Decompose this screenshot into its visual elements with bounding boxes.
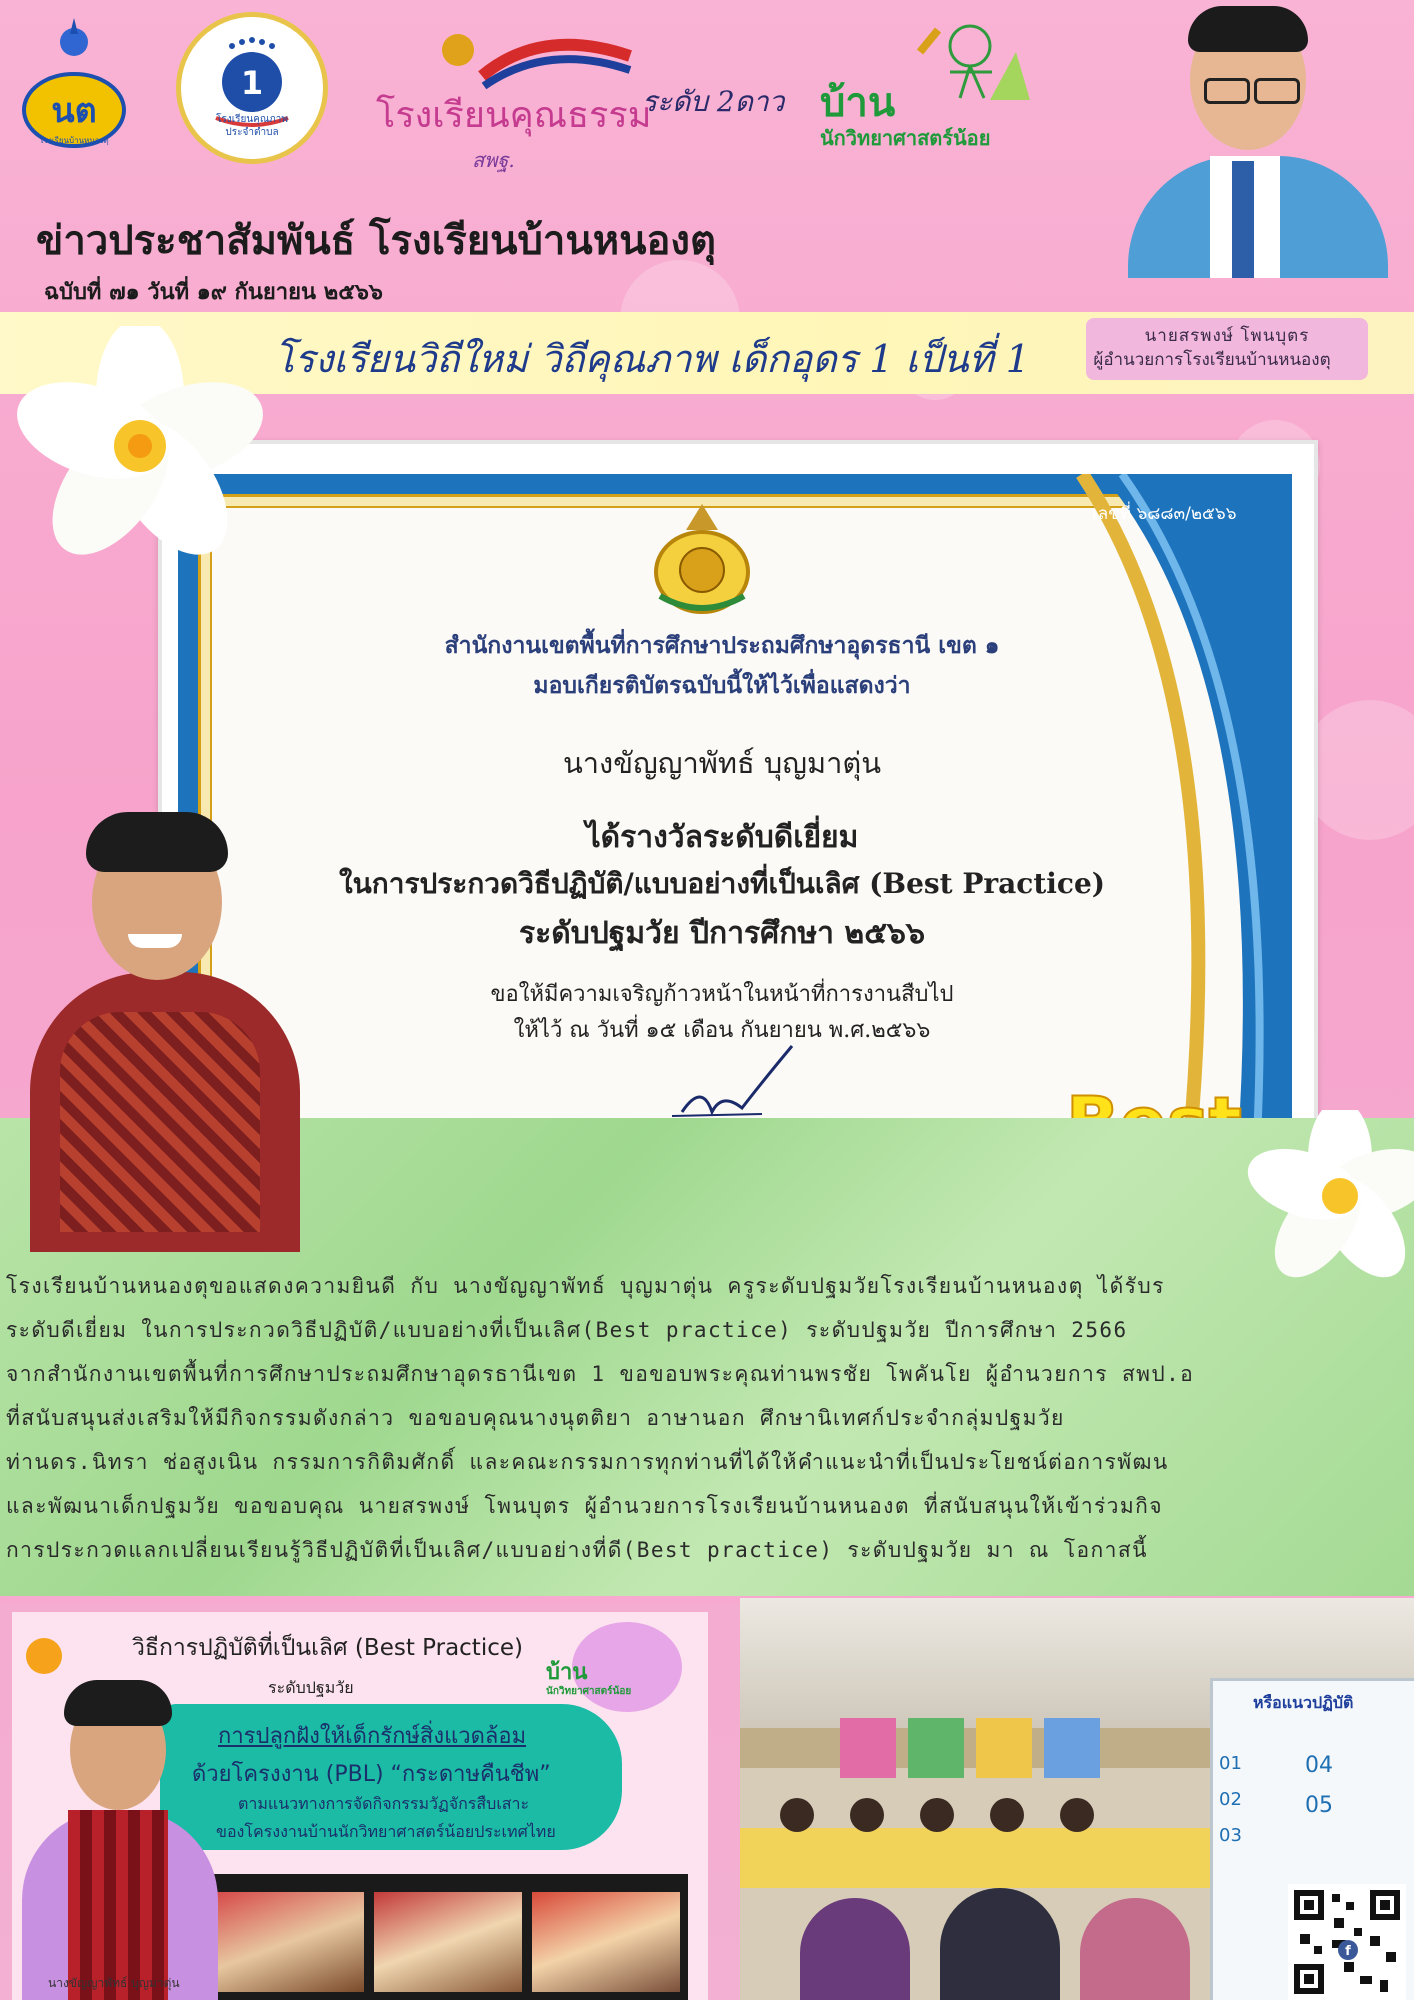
meeting-table xyxy=(740,1828,1220,1888)
attendee xyxy=(920,1798,954,1832)
body-line-2: ระดับดีเยี่ยม ในการประกวดวิธีปฏิบัติ/แบบอย่างที่เป็นเลิศ(Best practice) ระดับปฐมวัย ปีการศึกษา 2566 xyxy=(6,1318,1128,1342)
body-line-1: โรงเรียนบ้านหนองตุขอแสดงความยินดี กับ นางขัญญาพัทธ์ บุญมาตุ่น ครูระดับปฐมวัยโรงเรียนบ้านหนองตุ ได้รับร xyxy=(6,1274,1165,1298)
certificate-date: ให้ไว้ ณ วันที่ ๑๕ เดือน กันยายน พ.ศ.๒๕๖๖ xyxy=(513,1018,931,1043)
svg-text:1: 1 xyxy=(240,64,264,102)
poster-topic-1: การปลูกฝังให้เด็กรักษ์สิ่งแวดล้อม xyxy=(218,1724,527,1749)
obec-emblem xyxy=(642,500,762,620)
attendee xyxy=(800,1898,910,2000)
screen-item-3: 03 xyxy=(1219,1825,1242,1846)
certificate-level: ระดับปฐมวัย ปีการศึกษา ๒๕๖๖ xyxy=(519,916,925,951)
attendee xyxy=(940,1888,1060,2000)
certificate-issuer: สำนักงานเขตพื้นที่การศึกษาประถมศึกษาอุดรธานี เขต ๑ xyxy=(444,632,1000,659)
attendee xyxy=(850,1798,884,1832)
meeting-photo xyxy=(740,1598,1414,2000)
moral-school-logo xyxy=(372,16,652,176)
poster-title: วิธีการปฏิบัติที่เป็นเลิศ (Best Practice) xyxy=(132,1635,523,1661)
body-line-6: และพัฒนาเด็กปฐมวัย ขอขอบคุณ นายสรพงษ์ โพนบุตร ผู้อำนวยการโรงเรียนบ้านหนองต ที่สนับสนุนให้เข้าร่วมกิจ xyxy=(6,1494,1163,1518)
film-photo xyxy=(216,1892,364,1992)
school-seal-label: โรงเรียนบ้านหนองตุ xyxy=(39,136,109,145)
certificate-number: เลขที่ ๖๘๘๓/๒๕๖๖ xyxy=(1092,504,1237,524)
certificate-line2: มอบเกียรติบัตรฉบับนี้ให้ไว้เพื่อแสดงว่า xyxy=(533,672,911,699)
frangipani-flower xyxy=(1240,1110,1414,1280)
poster-logo-word: บ้าน xyxy=(546,1660,588,1685)
poster-level: ระดับปฐมวัย xyxy=(268,1678,354,1697)
poster-teacher-photo xyxy=(12,1660,224,2000)
body-line-4: ที่สนับสนุนส่งเสริมให้มีกิจกรรมดังกล่าว ขอขอบคุณนางนุตติยา อาษานอก ศึกษานิเทศก์ประจำกลุ่มปฐมวัย xyxy=(6,1406,1065,1430)
quality-school-label: โรงเรียนคุณภาพ ประจำตำบล xyxy=(216,114,288,138)
screen-item-5: 05 xyxy=(1305,1793,1333,1818)
moral-school-title: โรงเรียนคุณธรรม xyxy=(376,95,652,136)
poster-filmstrip xyxy=(208,1874,688,2000)
wall-poster xyxy=(908,1718,964,1778)
little-scientist-logo xyxy=(820,12,1040,152)
issue-line: ฉบับที่ ๗๑ วันที่ ๑๙ กันยายน ๒๕๖๖ xyxy=(44,279,383,305)
director-portrait xyxy=(1082,6,1414,278)
poster-topic-2: ด้วยโครงงาน (PBL) “กระดาษคืนชีพ” xyxy=(192,1762,551,1787)
poster-name-caption: นางขัญญาพัทธ์ บุญมาตุ่น xyxy=(48,1976,180,1990)
director-title: ผู้อำนวยการโรงเรียนบ้านหนองตุ xyxy=(1093,350,1331,370)
poster-topic-3: ตามแนวทางการจัดกิจกรรมวัฏจักรสืบเสาะ xyxy=(238,1794,530,1813)
moral-level-text: ระดับ 2ดาว xyxy=(642,85,785,118)
film-photo xyxy=(374,1892,522,1992)
newsletter-title: ข่าวประชาสัมพันธ์ โรงเรียนบ้านหนองตุ xyxy=(36,217,716,264)
film-photo xyxy=(532,1892,680,1992)
attendee xyxy=(780,1798,814,1832)
frangipani-flower xyxy=(10,326,270,566)
body-text-block xyxy=(6,1270,1414,1600)
screen-item-4: 04 xyxy=(1305,1753,1333,1778)
certificate-award: ได้รางวัลระดับดีเยี่ยม xyxy=(585,820,859,855)
certificate-recipient: นางขัญญาพัทธ์ บุญมาตุ่น xyxy=(562,746,882,780)
qr-code[interactable] xyxy=(1288,1884,1406,2000)
poster-logo-sub: นักวิทยาศาสตร์น้อย xyxy=(546,1686,632,1697)
svg-text:f: f xyxy=(1345,1944,1351,1959)
slogan-text: โรงเรียนวิถีใหม่ วิถีคุณภาพ เด็กอุดร 1 เป็นที่ 1 xyxy=(274,337,1030,381)
attendee xyxy=(1080,1898,1190,2000)
body-line-3: จากสำนักงานเขตพื้นที่การศึกษาประถมศึกษาอุดรธานีเขต 1 ขอขอบพระคุณท่านพรชัย โพคันโย ผู้อำนวยการ สพป.อ xyxy=(6,1362,1195,1386)
certificate-contest: ในการประกวดวิธีปฏิบัติ/แบบอย่างที่เป็นเลิศ (Best Practice) xyxy=(338,867,1106,900)
little-scientist-word: บ้าน xyxy=(820,80,896,126)
svg-text:นต: นต xyxy=(51,91,97,131)
wall-poster xyxy=(840,1718,896,1778)
teacher-photo xyxy=(0,782,310,1252)
screen-item-1: 01 xyxy=(1219,1753,1242,1774)
best-practice-poster xyxy=(12,1612,708,2000)
attendee xyxy=(990,1798,1024,1832)
body-line-7: การประกวดแลกเปลี่ยนเรียนรู้วิธีปฏิบัติที่เป็นเลิศ/แบบอย่างที่ดี(Best practice) ระดับปฐมวัย มา ณ โอกาสนี้ xyxy=(6,1538,1148,1562)
wall-poster xyxy=(1044,1718,1100,1778)
certificate-wish: ขอให้มีความเจริญก้าวหน้าในหน้าที่การงานสืบไป xyxy=(490,982,954,1007)
screen-title: หรือแนวปฏิบัติ xyxy=(1253,1693,1354,1712)
body-line-5: ท่านดร.นิทรา ช่อสูงเนิน กรรมการกิติมศักดิ์ และคณะกรรมการทุกท่านที่ได้ให้คำแนะนำที่เป็นประโยชน์ต่อการพัฒน xyxy=(6,1450,1169,1474)
little-scientist-sub: นักวิทยาศาสตร์น้อย xyxy=(820,126,991,150)
director-name: นายสรพงษ์ โพนบุตร xyxy=(1144,326,1310,346)
screen-item-2: 02 xyxy=(1219,1789,1242,1810)
attendee xyxy=(1060,1798,1094,1832)
quality-school-logo xyxy=(176,12,328,164)
wall-poster xyxy=(976,1718,1032,1778)
poster-topic-4: ของโครงงานบ้านนักวิทยาศาสตร์น้อยประเทศไทย xyxy=(216,1822,556,1841)
school-seal-logo xyxy=(18,10,130,150)
moral-school-sub: สพฐ. xyxy=(472,148,515,172)
